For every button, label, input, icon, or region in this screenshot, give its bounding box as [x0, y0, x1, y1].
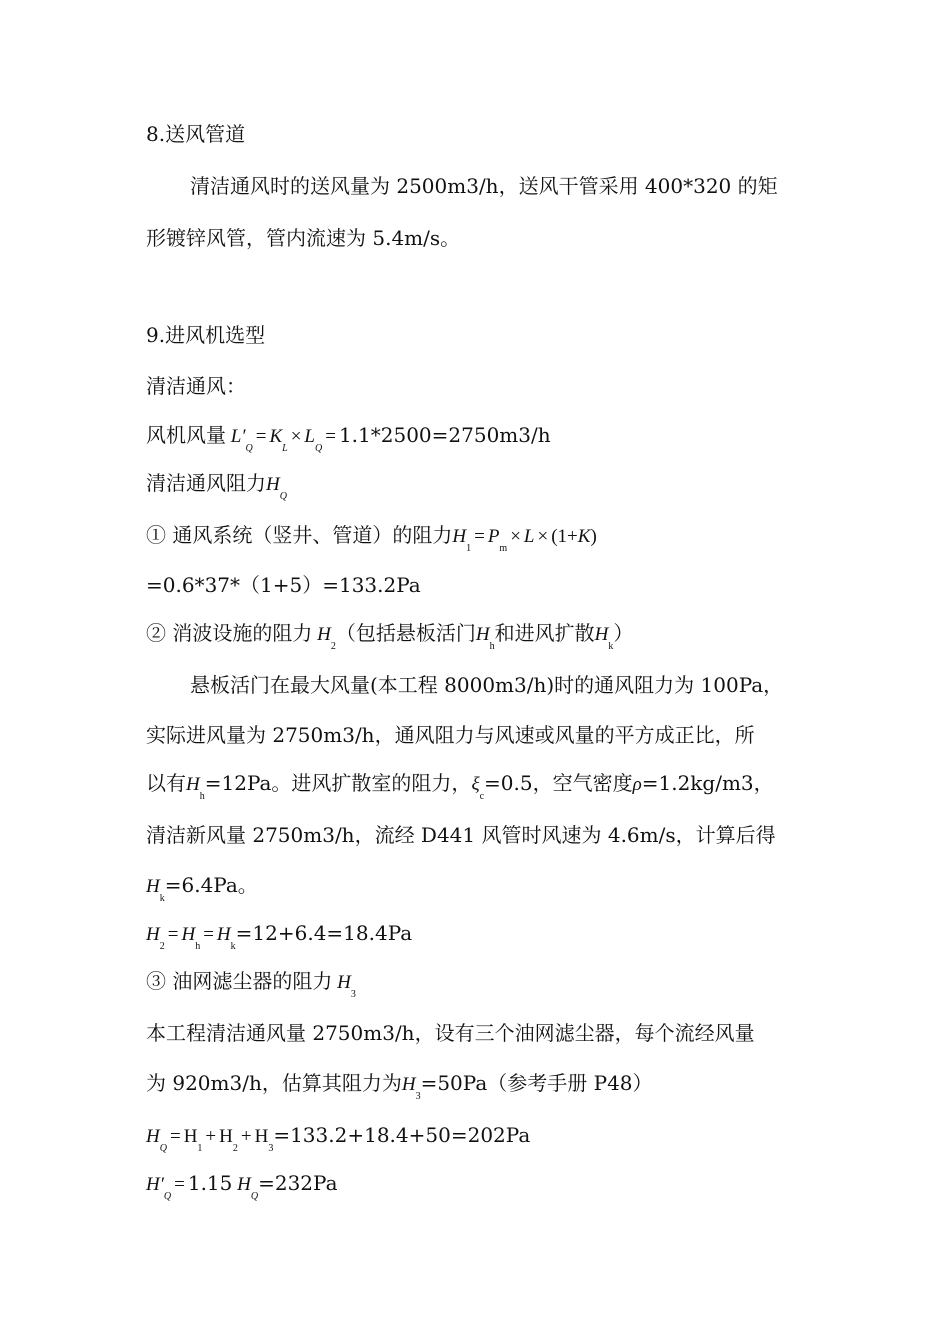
para6-text-b: =50Pa（参考手册 P48） — [420, 1071, 653, 1095]
clean-ventilation-label: 清洁通风： — [146, 374, 246, 398]
resistance-line — [146, 470, 811, 502]
h2-line — [146, 920, 811, 952]
h2-symbol: $H_2$ — [312, 624, 336, 652]
hq-prime-line — [146, 1170, 811, 1202]
hq-sum-value: =133.2+18.4+50=202Pa — [273, 1123, 531, 1147]
h3-symbol: $H_3$ — [401, 1074, 421, 1102]
hq-prime-value: =232Pa — [258, 1171, 338, 1195]
rho-symbol: ρ — [632, 774, 642, 795]
hk-value: =6.4Pa。 — [164, 873, 258, 897]
para3-text-a: 以有 — [146, 771, 186, 795]
section-8-paragraph-line-2: 形镀锌风管，管内流速为 5.4m/s。 — [146, 226, 461, 250]
fan-flow-value: 1.1*2500=2750m3/h — [338, 423, 551, 447]
fan-flow-line — [146, 422, 811, 454]
hq-symbol: $H_Q$ — [266, 474, 287, 502]
item-2-line — [146, 620, 811, 652]
fan-flow-formula: $L'_Q= K_L\times L_Q=$ — [226, 426, 336, 454]
paragraph-line-3 — [146, 770, 811, 802]
item-2-end: ） — [613, 621, 634, 645]
item-2-label: ② 消波设施的阻力 — [146, 621, 313, 645]
hq-prime-coefficient: 1.15 — [187, 1171, 233, 1195]
fan-flow-label: 风机风量 — [146, 423, 226, 447]
h2-value: =12+6.4=18.4Pa — [235, 921, 413, 945]
item-3-label: ③ 油网滤尘器的阻力 — [146, 969, 333, 993]
hk-line — [146, 872, 811, 904]
item-1-formula: $H_1= P_m\times L \times (1+K)$ — [452, 526, 597, 554]
h2-formula: $H_2= H_h= H_k$ — [146, 924, 236, 952]
hq-sum-formula: $H_Q= H_1+ H_2+ H_3$ — [146, 1126, 274, 1154]
paragraph-line-1: 悬板活门在最大风量(本工程 8000m3/h)时的通风阻力为 100Pa， — [190, 673, 784, 697]
hh-symbol: $H_h$ — [186, 774, 205, 802]
hq-symbol: $H_Q$ — [232, 1174, 259, 1202]
section-8-heading: 8.送风管道 — [146, 122, 246, 146]
hk-symbol: $H_k$ — [146, 876, 165, 904]
para3-text-d: =1.2kg/m3， — [641, 771, 774, 795]
item-1-line — [146, 522, 811, 554]
item-1-value: =0.6*37*（1+5）=133.2Pa — [146, 573, 421, 597]
item-2-mid: （包括悬板活门 — [335, 621, 476, 645]
hk-symbol: $H_k$ — [594, 624, 614, 652]
paragraph-line-2: 实际进风量为 2750m3/h，通风阻力与风速或风量的平方成正比，所 — [146, 723, 755, 747]
xi-c-symbol: $\xi_c$ — [471, 774, 485, 802]
hq-sum-line — [146, 1122, 811, 1154]
paragraph-line-6 — [146, 1070, 811, 1102]
item-3-line — [146, 968, 811, 1000]
paragraph-line-4: 清洁新风量 2750m3/h，流经 D441 风管时风速为 4.6m/s，计算后得 — [146, 823, 776, 847]
para3-text-c: =0.5，空气密度 — [484, 771, 633, 795]
item-1-label: ① 通风系统（竖井、管道）的阻力 — [146, 523, 453, 547]
para6-text-a: 为 920m3/h，估算其阻力为 — [146, 1071, 402, 1095]
item-2-mid2: 和进风扩散 — [494, 621, 595, 645]
section-9-heading: 9.进风机选型 — [146, 323, 266, 347]
section-8-paragraph-line-1: 清洁通风时的送风量为 2500m3/h，送风干管采用 400*320 的矩 — [190, 174, 778, 198]
h3-symbol: $H_3$ — [332, 972, 356, 1000]
para3-text-b: =12Pa。进风扩散室的阻力， — [204, 771, 472, 795]
hh-symbol: $H_h$ — [475, 624, 495, 652]
resistance-label: 清洁通风阻力 — [146, 471, 266, 495]
hq-prime-formula: $H'_Q=$ — [146, 1174, 185, 1202]
paragraph-line-5: 本工程清洁通风量 2750m3/h，设有三个油网滤尘器，每个流经风量 — [146, 1021, 755, 1045]
